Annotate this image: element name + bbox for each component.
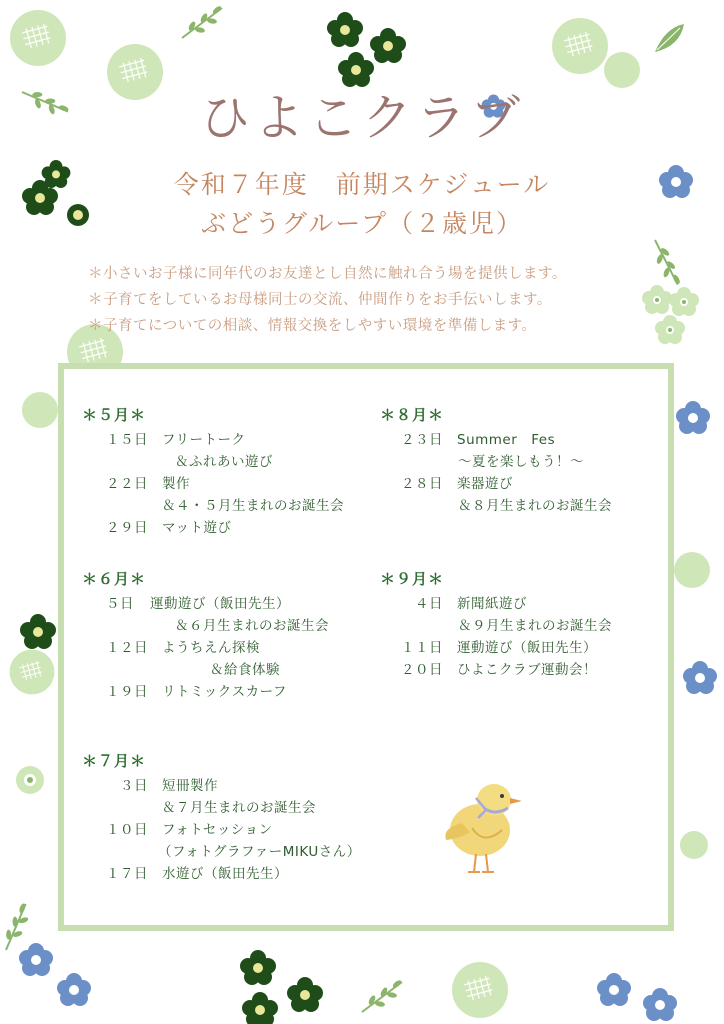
july-row-2-text: フォトセッション bbox=[162, 822, 273, 838]
intro-line-3: ＊子育てについての相談、情報交換をしやすい環境を準備します。 bbox=[88, 318, 537, 334]
june-row-3 bbox=[100, 680, 287, 700]
august-row-2-text: 楽器遊び bbox=[457, 476, 513, 492]
september-row-2-text: 運動遊び（飯田先生） bbox=[457, 640, 597, 656]
may-row-2-day: ２２日 bbox=[106, 476, 148, 492]
july-row-1-day: ３日 bbox=[120, 778, 148, 794]
may-row-3-day: ２９日 bbox=[106, 520, 148, 536]
month-heading-may: ＊５月＊ bbox=[82, 406, 147, 424]
july-row-3 bbox=[100, 862, 288, 882]
september-row-1 bbox=[395, 592, 527, 612]
august-row-2b: ＆８月生まれのお誕生会 bbox=[458, 498, 612, 514]
may-row-2 bbox=[100, 472, 190, 492]
may-row-2-text: 製作 bbox=[162, 476, 190, 492]
july-row-1-text: 短冊製作 bbox=[162, 778, 218, 794]
may-row-3 bbox=[100, 516, 232, 536]
september-row-3-day: ２０日 bbox=[401, 662, 443, 678]
july-row-3-day: １７日 bbox=[106, 866, 148, 882]
june-row-1-text: 運動遊び（飯田先生） bbox=[150, 596, 290, 612]
september-row-1-day: ４日 bbox=[415, 596, 443, 612]
month-heading-august: ＊８月＊ bbox=[380, 406, 445, 424]
month-heading-june: ＊６月＊ bbox=[82, 570, 147, 588]
page-title: ひよこクラブ bbox=[200, 89, 524, 147]
july-row-2b: （フォトグラファーMIKUさん） bbox=[158, 844, 361, 860]
august-row-1 bbox=[395, 428, 556, 448]
july-row-2-day: １０日 bbox=[106, 822, 148, 838]
june-row-2-text: ようちえん探検 bbox=[162, 640, 260, 656]
september-row-1b: ＆９月生まれのお誕生会 bbox=[458, 618, 612, 634]
june-row-3-text: リトミックスカーフ bbox=[162, 684, 287, 700]
june-row-1-day: ５日 bbox=[106, 596, 134, 612]
may-row-1-text: フリートーク bbox=[162, 432, 246, 448]
month-heading-september: ＊９月＊ bbox=[380, 570, 445, 588]
july-row-3-text: 水遊び（飯田先生） bbox=[162, 866, 288, 882]
may-row-2b: ＆４・５月生まれのお誕生会 bbox=[162, 498, 344, 514]
june-row-1 bbox=[100, 592, 290, 612]
june-row-2 bbox=[100, 636, 260, 656]
june-row-2-day: １２日 bbox=[106, 640, 148, 656]
september-row-3-text: ひよこクラブ運動会！ bbox=[457, 662, 597, 678]
september-row-2-day: １１日 bbox=[401, 640, 443, 656]
august-row-1b: 〜夏を楽しもう！〜 bbox=[458, 454, 584, 470]
may-row-1-day: １５日 bbox=[106, 432, 148, 448]
july-row-2 bbox=[100, 818, 273, 838]
june-row-3-day: １９日 bbox=[106, 684, 148, 700]
intro-line-1: ＊小さいお子様に同年代のお友達とし自然に触れ合う場を提供します。 bbox=[88, 266, 567, 282]
august-row-2 bbox=[395, 472, 513, 492]
subtitle-schedule: 令和７年度 前期スケジュール bbox=[173, 170, 551, 199]
intro-line-2: ＊子育てをしているお母様同士の交流、仲間作りをお手伝いします。 bbox=[88, 292, 552, 308]
may-row-1 bbox=[100, 428, 246, 448]
may-row-3-text: マット遊び bbox=[162, 520, 232, 536]
chick-illustration bbox=[432, 768, 532, 888]
july-row-1 bbox=[100, 774, 218, 794]
may-row-1b: ＆ふれあい遊び bbox=[175, 454, 273, 470]
september-row-1-text: 新聞紙遊び bbox=[457, 596, 527, 612]
september-row-2 bbox=[395, 636, 597, 656]
august-row-1-day: ２３日 bbox=[401, 432, 443, 448]
month-heading-july: ＊７月＊ bbox=[82, 752, 147, 770]
subtitle-group: ぶどうグループ（２歳児） bbox=[200, 209, 523, 238]
june-row-1b: ＆６月生まれのお誕生会 bbox=[175, 618, 329, 634]
august-row-2-day: ２８日 bbox=[401, 476, 443, 492]
august-row-1-text: Summer Fes bbox=[457, 432, 556, 448]
june-row-2b: ＆給食体験 bbox=[210, 662, 280, 678]
july-row-1b: ＆７月生まれのお誕生会 bbox=[162, 800, 316, 816]
september-row-3 bbox=[395, 658, 597, 678]
